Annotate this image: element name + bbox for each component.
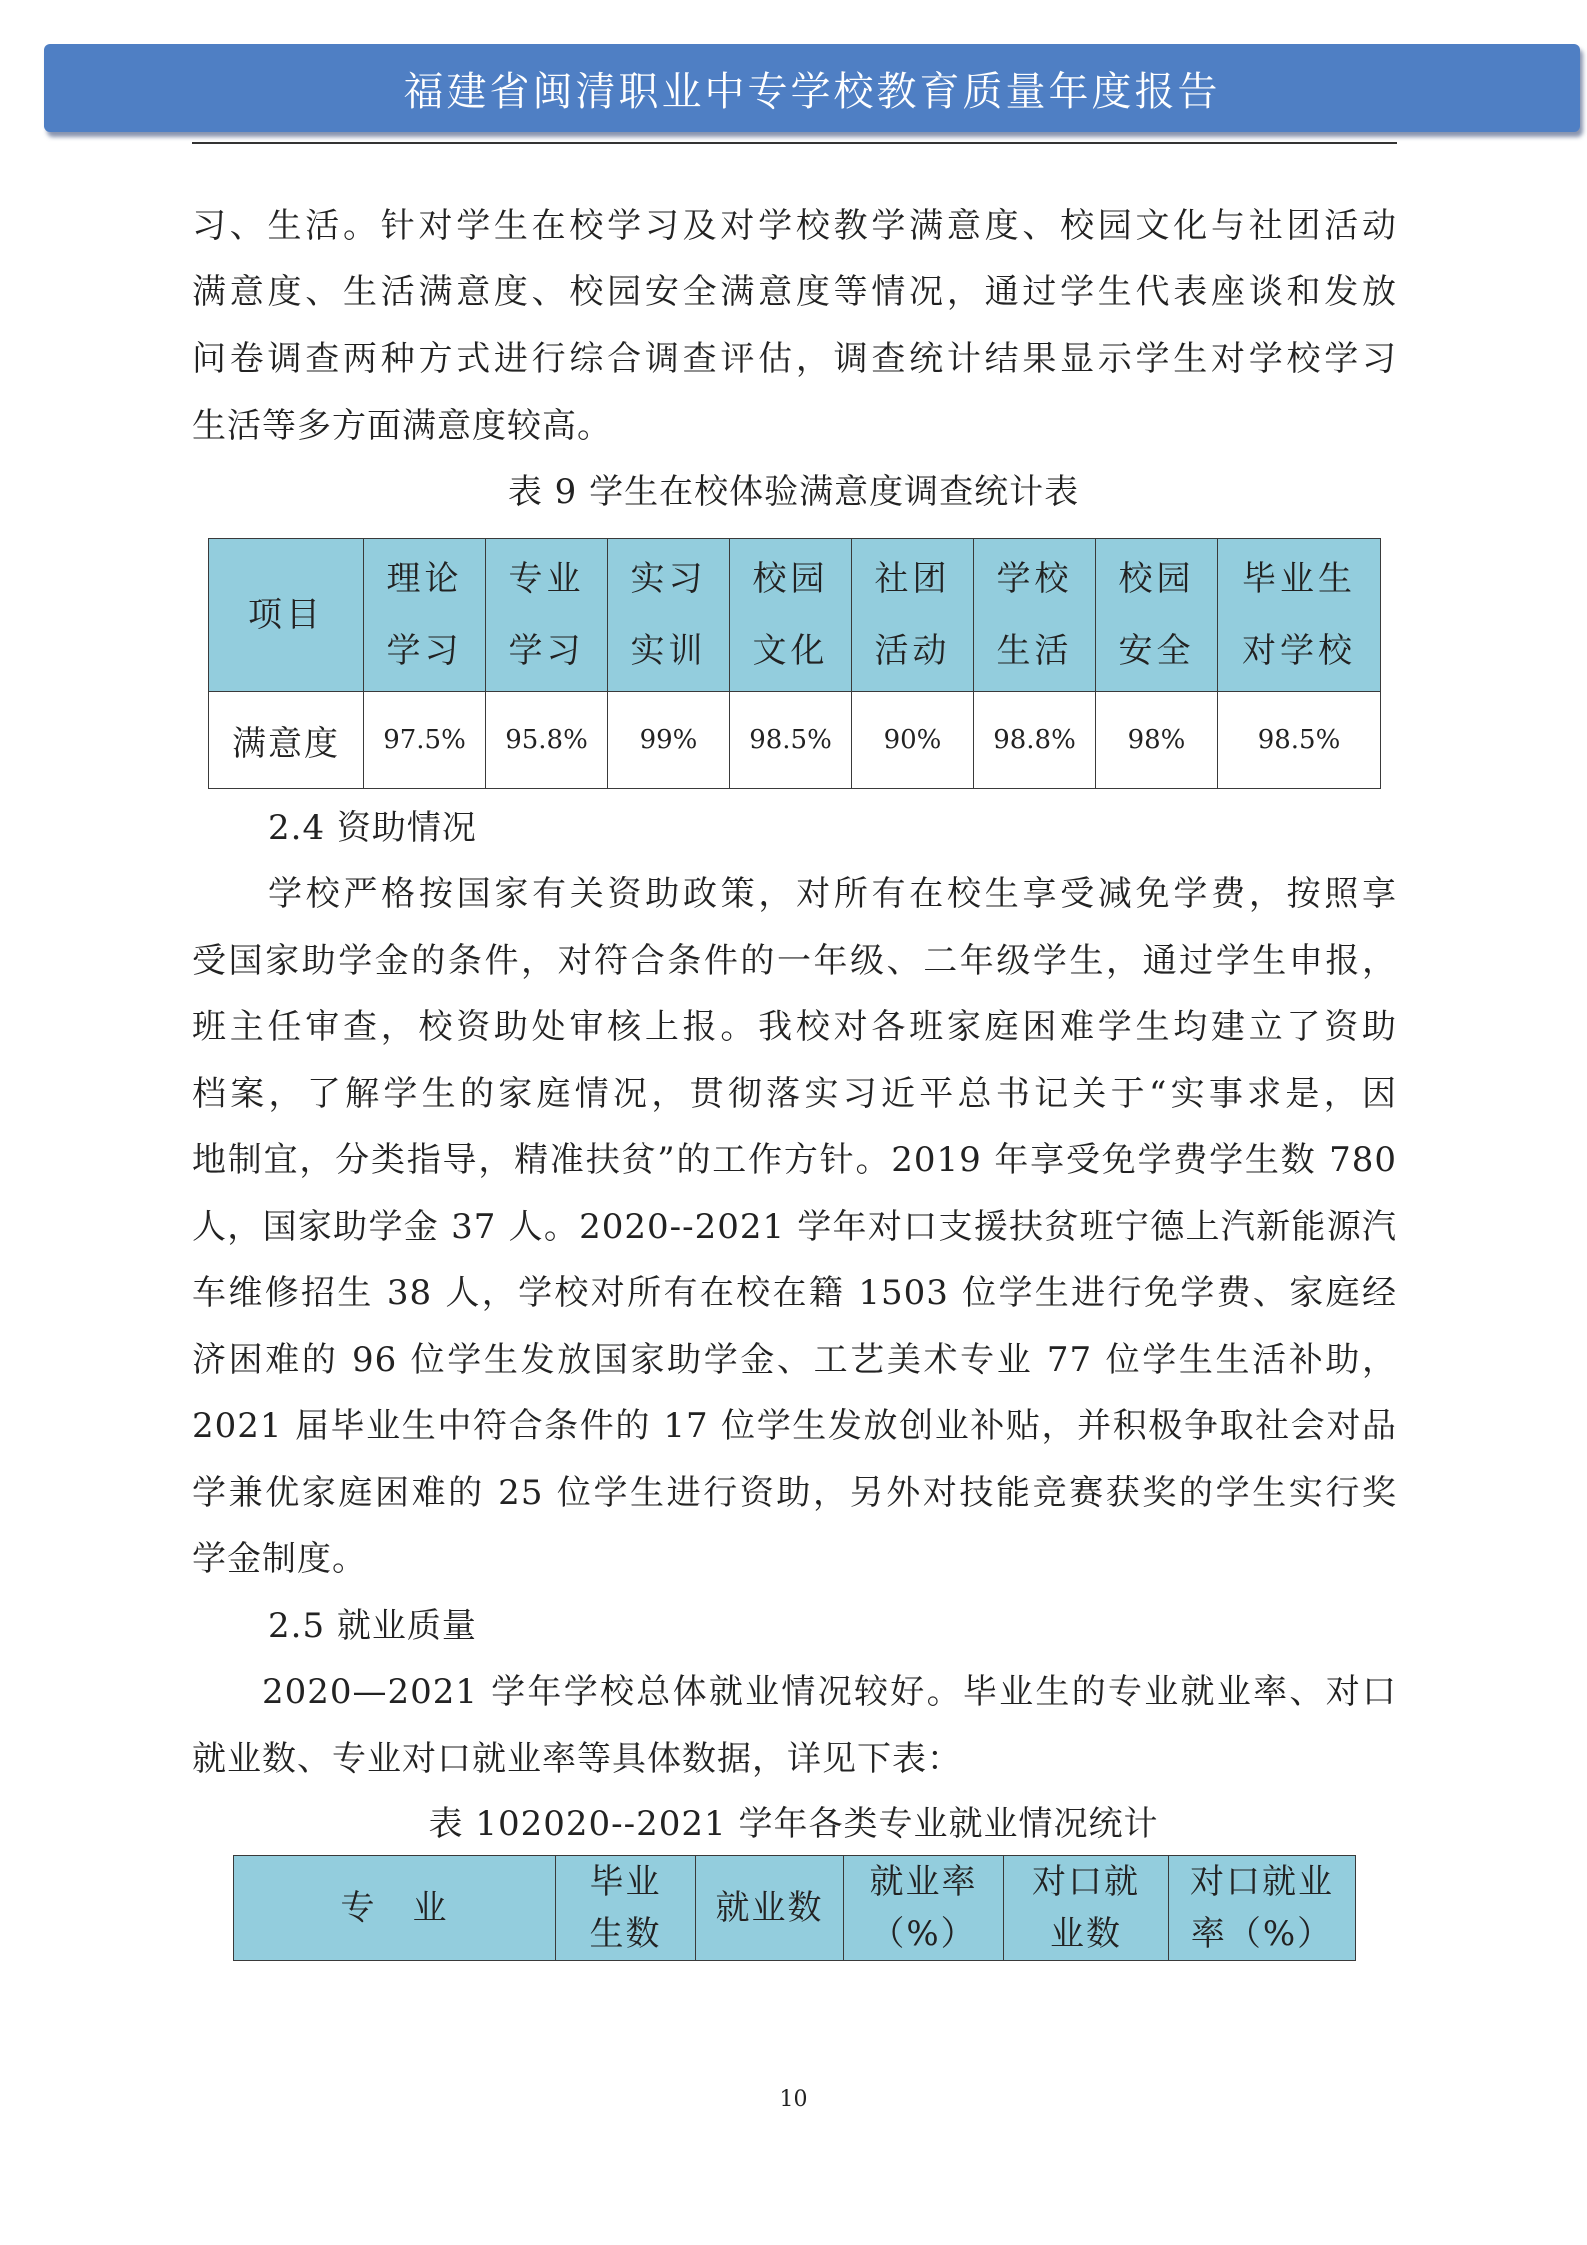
table9-corner-cell: [209, 539, 364, 692]
column-header-line1: 就业数: [715, 1888, 824, 1928]
table9-column-header: [730, 539, 852, 692]
column-header-line1: 校园: [1118, 559, 1195, 599]
column-header-line1: 就业率: [869, 1862, 978, 1902]
section-2-4-line: 学金制度。: [192, 1539, 367, 1579]
table10-column-header: [696, 1856, 844, 1961]
employment-table: [233, 1855, 1356, 1961]
column-header-line1: 毕业生: [1242, 559, 1356, 599]
table9-cell: 95.8%: [486, 692, 608, 789]
table10-column-header: [556, 1856, 696, 1961]
column-header-line2: （%）: [870, 1914, 977, 1954]
column-header-line2: 实训: [630, 631, 707, 671]
table9-column-header: [364, 539, 486, 692]
table10-caption: 表 102020--2021 学年各类专业就业情况统计: [428, 1804, 1159, 1844]
table10-column-header: [1169, 1856, 1356, 1961]
table9-data-row: [209, 692, 1381, 789]
section-2-4-line: 学校严格按国家有关资助政策，对所有在校生享受减免学费，按照享: [268, 874, 1397, 914]
table10-column-header: [844, 1856, 1004, 1961]
column-header-line2: 学习: [386, 631, 463, 671]
section-2-5-heading: 2.5 就业质量: [268, 1606, 477, 1646]
header-divider: [192, 142, 1397, 144]
column-header-line2: 文化: [752, 631, 829, 671]
section-2-4-line: 2021 届毕业生中符合条件的 17 位学生发放创业补贴，并积极争取社会对品: [192, 1406, 1397, 1446]
table9-cell: 99%: [608, 692, 730, 789]
column-header-line2: 安全: [1118, 631, 1195, 671]
section-2-4-line: 济困难的 96 位学生发放国家助学金、工艺美术专业 77 位学生生活补助，: [192, 1340, 1397, 1380]
section-2-4-line: 学兼优家庭困难的 25 位学生进行资助，另外对技能竞赛获奖的学生实行奖: [192, 1473, 1397, 1513]
satisfaction-table: [208, 538, 1381, 789]
table9-column-header: [486, 539, 608, 692]
report-header-banner: [44, 44, 1580, 132]
table9-cell: 98.8%: [974, 692, 1096, 789]
column-header-line2: 对学校: [1242, 631, 1356, 671]
table9-header-row: [209, 539, 1381, 692]
section-2-5-line: 就业数、专业对口就业率等具体数据，详见下表：: [192, 1739, 962, 1779]
column-header-line1: 对口就业: [1190, 1862, 1334, 1902]
section-2-4-line: 受国家助学金的条件，对符合条件的一年级、二年级学生，通过学生申报，: [192, 941, 1397, 981]
column-header-line1: 专业: [508, 559, 585, 599]
table9-caption: 表 9 学生在校体验满意度调查统计表: [507, 472, 1080, 512]
column-header-line1: 对口就: [1032, 1862, 1140, 1902]
table9-row-label: 满意度: [209, 692, 364, 789]
column-header-line2: 率（%）: [1190, 1914, 1334, 1954]
table9-corner-label: 项目: [248, 595, 324, 635]
column-header-line2: 活动: [874, 631, 951, 671]
table10-column-header: [234, 1856, 556, 1961]
column-header-line1: 校园: [752, 559, 829, 599]
column-header-line1: 毕业: [589, 1862, 662, 1902]
table9-column-header: [1218, 539, 1381, 692]
intro-line: 问卷调查两种方式进行综合调查评估，调查统计结果显示学生对学校学习: [192, 339, 1397, 379]
table9-column-header: [852, 539, 974, 692]
section-2-4-line: 人，国家助学金 37 人。2020--2021 学年对口支援扶贫班宁德上汽新能源汽: [192, 1207, 1397, 1247]
intro-line: 习、生活。针对学生在校学习及对学校教学满意度、校园文化与社团活动: [192, 206, 1397, 246]
column-header-line1: 实习: [630, 559, 707, 599]
section-2-4-line: 车维修招生 38 人，学校对所有在校在籍 1503 位学生进行免学费、家庭经: [192, 1273, 1397, 1313]
table10-header-row: [234, 1856, 1356, 1961]
intro-line: 生活等多方面满意度较高。: [192, 406, 612, 446]
column-header-line1: 专 业: [340, 1888, 449, 1928]
column-header-line2: 学习: [508, 631, 585, 671]
page-number: 10: [779, 2087, 808, 2112]
column-header-line1: 社团: [874, 559, 951, 599]
section-2-4-heading: 2.4 资助情况: [268, 808, 477, 848]
column-header-line2: 业数: [1050, 1914, 1122, 1954]
section-2-4-line: 班主任审查，校资助处审核上报。我校对各班家庭困难学生均建立了资助: [192, 1007, 1397, 1047]
intro-line: 满意度、生活满意度、校园安全满意度等情况，通过学生代表座谈和发放: [192, 272, 1397, 312]
section-2-5-line: 2020—2021 学年学校总体就业情况较好。毕业生的专业就业率、对口: [262, 1672, 1397, 1712]
table9-cell: 98.5%: [1218, 692, 1381, 789]
section-2-4-line: 地制宜，分类指导，精准扶贫”的工作方针。2019 年享受免学费学生数 780: [192, 1140, 1397, 1180]
table9-cell: 97.5%: [364, 692, 486, 789]
column-header-line2: 生数: [589, 1914, 662, 1954]
column-header-line1: 理论: [386, 559, 463, 599]
section-2-4-line: 档案，了解学生的家庭情况，贯彻落实习近平总书记关于“实事求是，因: [192, 1074, 1397, 1114]
report-title: 福建省闽清职业中专学校教育质量年度报告: [403, 68, 1221, 115]
table10-column-header: [1004, 1856, 1169, 1961]
table9-column-header: [1096, 539, 1218, 692]
table9-column-header: [608, 539, 730, 692]
table9-column-header: [974, 539, 1096, 692]
table9-cell: 98%: [1096, 692, 1218, 789]
table9-cell: 98.5%: [730, 692, 852, 789]
column-header-line1: 学校: [996, 559, 1073, 599]
table9-cell: 90%: [852, 692, 974, 789]
column-header-line2: 生活: [996, 631, 1073, 671]
